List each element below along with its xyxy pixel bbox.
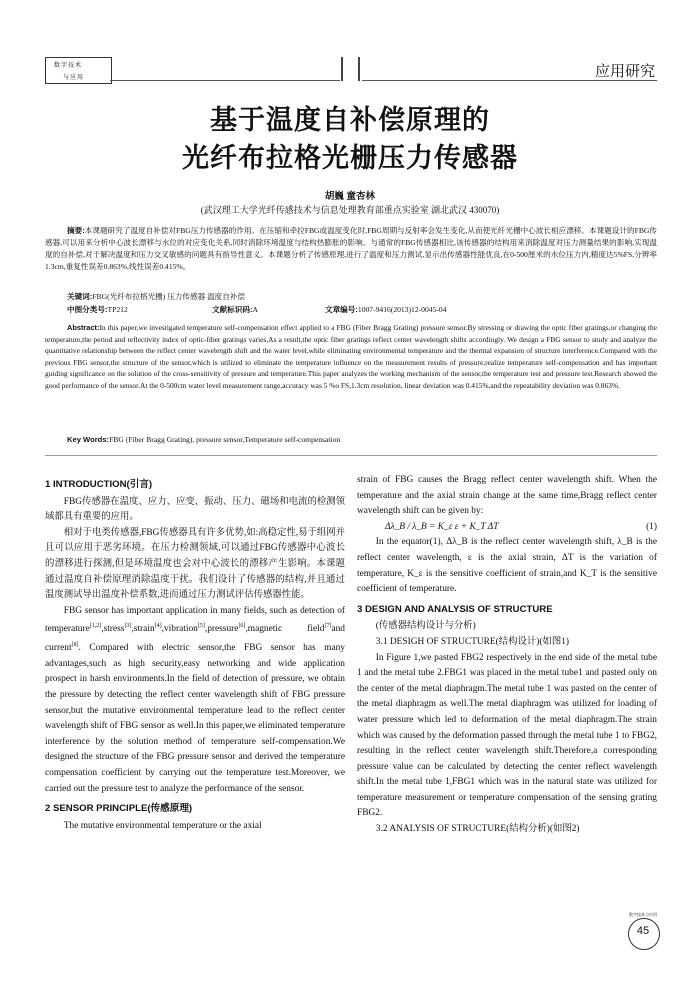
heading-design-cn: (传感器结构设计与分析) bbox=[375, 621, 476, 632]
section-tag: 应用研究 bbox=[594, 63, 655, 80]
doc-value: A bbox=[252, 305, 258, 314]
intro-text-d: ,vibration bbox=[161, 624, 198, 635]
intro-text-a: FBG sensor has important application in many fields, such as detection of temperature bbox=[45, 605, 345, 635]
equation-number: (1) bbox=[646, 521, 657, 532]
header-rule-left bbox=[110, 80, 340, 81]
affiliation: (武汉理工大学光纤传感技术与信息处理教育部重点实验室 湖北武汉 430070) bbox=[200, 205, 500, 215]
intro-cn-p1: FBG传感器在温度、应力、应变、振动、压力、磁场和电流的检测领域都具有重要的应用。 bbox=[45, 496, 345, 523]
heading-introduction: 1 INTRODUCTION(引言) bbox=[45, 479, 153, 490]
abstract-divider bbox=[45, 455, 657, 456]
equation-body: Δλ_B / λ_B = K_ε ε + K_T ΔT bbox=[385, 521, 499, 532]
abstract-cn bbox=[45, 225, 657, 273]
left-column bbox=[45, 473, 345, 834]
ref-7: [8] bbox=[71, 642, 79, 649]
keywords-en-text: FBG (Fiber Bragg Grating), pressure sensor,Temperature self-compensation bbox=[109, 435, 341, 444]
ref-6: [7] bbox=[324, 623, 332, 630]
badge-text: 数字技术与应用 bbox=[629, 912, 657, 917]
subheading-analysis: 3.2 ANALYSIS OF STRUCTURE(结构分析)(如图2) bbox=[375, 824, 580, 835]
intro-text-e: ,pressure bbox=[204, 624, 239, 635]
clc-value: TP212 bbox=[107, 305, 128, 314]
ref-5: [6] bbox=[238, 623, 246, 630]
ref-4: [5] bbox=[197, 623, 205, 630]
title-line1: 基于温度自补偿原理的 bbox=[210, 105, 490, 135]
abstract-en bbox=[45, 322, 657, 392]
principle-p1: The mutative environmental temperature or the axial bbox=[63, 820, 262, 831]
abstract-en-text: In this paper,we investigated temperature self-compensation effect applied to a FBG (Fiber Bragg Grating) pressure sensor.By stressing or drawing the optic fiber gratings,or changing the temperature,the period and reflectivity index of optic-fiber gratings varies,As a result,the optic fiber gratings reflect center wavelength shifts accordingly. We design a FBG sensor to study and analyze the quantitative relationship between the reflect center wavelength shift and the water level,while eliminating environmental temperature and the thermal expansion of structure interference.Compared with the previous FBG sensor,the structure of the sensor,which is utilized to eliminate the temperature influence on the measurement results of pressure,realize temperature self-compensation and has important guiding significance on the solution of the cross-sensitivity of pressure and temperature.This paper analyzes the working mechanism of the sensor,the temperature test and pressure test.Research showed the good performance of the sensor.At the 0-500cm water level measurement range,accuracy was 5 %o FS,1.3cm resolution, linear deviation was 0.415%,and the repeatability deviation was 0.863%. bbox=[45, 323, 657, 390]
authors: 胡巍 童杏林 bbox=[324, 191, 376, 202]
right-column bbox=[357, 473, 657, 838]
abstract-cn-label: 摘要: bbox=[67, 226, 85, 235]
meta-clc bbox=[67, 304, 128, 315]
design-p1: In Figure 1,we pasted FBG2 respectively in the end side of the metal tube 1 and the metal tube 2.FBG1 was placed in the metal tube1 and pasted only on the center of the metal diaphragm.The metal tube 1 was pasted on the center of the metal diaphragm as well.The metal diaphragm was utilized for loading of water pressure which led to deformation of the metal diaphragm.The strain which was caused by the deformation passed through the metal tube 1 to FBG2, resulting in the reflect center wavelength shift.Therefore,a corresponding pressure value can be calculated by detecting the center reflect wavelength shift.In the metal tube 1,FBG1 which was in the natural state was utilized for temperature measurement or temperature compensation of the sensing grating FBG2. bbox=[357, 652, 657, 819]
article-label: 文章编号: bbox=[325, 305, 358, 314]
intro-text-b: ,stress bbox=[101, 624, 125, 635]
meta-doc bbox=[212, 304, 258, 315]
keywords-cn bbox=[67, 291, 647, 303]
subheading-design: 3.1 DESIGH OF STRUCTURE(结构设计)(如图1) bbox=[375, 636, 570, 647]
page-number: 45 bbox=[636, 925, 650, 937]
heading-principle: 2 SENSOR PRINCIPLE(传感原理) bbox=[45, 803, 193, 815]
keywords-cn-label: 关键词: bbox=[67, 292, 93, 301]
article-value: 1007-9416(2013)12-0045-04 bbox=[357, 305, 447, 314]
logo-line2: 与应用 bbox=[63, 75, 85, 81]
abstract-en-label: Abstract: bbox=[67, 323, 100, 332]
meta-article bbox=[325, 304, 447, 315]
ref-1: [1,2] bbox=[89, 623, 102, 630]
intro-en-p3 bbox=[45, 604, 345, 797]
keywords-cn-text: FBG(光纤布拉格光栅) 压力传感器 温度自补偿 bbox=[92, 292, 246, 301]
ref-2: [3] bbox=[124, 623, 132, 630]
intro-text-c: ,strain bbox=[131, 624, 155, 635]
equation-1 bbox=[357, 520, 657, 536]
heading-design: 3 DESIGN AND ANALYSIS OF STRUCTURE bbox=[357, 603, 553, 615]
intro-text-f: ,magnetic field bbox=[245, 624, 325, 635]
principle-p2: strain of FBG causes the Bragg reflect center wavelength shift. When the temperature and the axial strain change at the same time,Bragg reflect center wavelength shift can be given by: bbox=[357, 475, 657, 517]
keywords-en-label: Key Words: bbox=[67, 435, 110, 444]
intro-cn-p2: 相对于电类传感器,FBG传感器具有许多优势,如:高稳定性,易于组网并且可以应用于恶劣环境。在压力检测领域,可以通过FBG传感器中心波长的漂移进行探测,但是环境温度也会对中心波长的漂移产生影响。本课题通过温度自补偿原理消除温度干扰。我们设计了传感器的结构,并且通过温度测试导出温度补偿系数,进而通过压力测试评估传感器性能。 bbox=[45, 527, 345, 601]
abstract-cn-text: 本课题研究了温度自补偿对FBG压力传感器的作用。在压缩和牵拉FBG或温度变化时,FBG周期与反射率会发生变化,从而使光纤光栅中心波长相应漂移。本课题设计的FBG传感器,可以用来分析中心波长漂移与水位的对应变化关系,同时消除环境温度与结构热膨胀的影响。与通常的FBG传感器相比,该传感器的结构用来消除温度对压力测量结果的影响,实现温度的自补偿,对于解决温度和压力交叉敏感的问题具有指导性意义。本课题分析了传感原理,进行了温度和压力测试,显示出传感器性能优良,在0-500厘米的水位压力内,精度达5%FS,分辨率1.3cm,重复性误差0.863%,线性误差0.415%。 bbox=[45, 226, 657, 271]
header-bar-1 bbox=[341, 57, 343, 81]
ref-3: [4] bbox=[154, 623, 162, 630]
logo-line1: 数字技术 bbox=[54, 63, 83, 69]
clc-label: 中图分类号: bbox=[67, 305, 108, 314]
principle-p3: In the equator(1), Δλ_B is the reflect center wavelength shift, λ_B is the reflect center wavelength, ε is the axial strain, ΔT is the variation of temperature, K_ε is the sensitive coefficient of strain,and K_T is the sensitive coefficient of temperature. bbox=[357, 537, 657, 595]
intro-text-g: and current bbox=[45, 624, 345, 654]
intro-text-h: . Compared with electric sensor,the FBG sensor has many advantages,such as high security,easy networking and wide application prospect in harsh environments.In the field of detection of pressure, we obtain the pressure by detecting the reflect center wavelength shift of FBG pressure sensor,but the mutative environmental temperature lead to the reflect center wavelength shift of FBG sensor as well.In this paper,we eliminated temperature interference by the solution method of temperature self-compensation.We designed the structure of the FBG pressure sensor and derived the temperature compensation coefficient by carrying out the temperature test.Moreover, we carried out the pressure test to analyze the performance of the sensor. bbox=[45, 643, 345, 794]
header-bar-2 bbox=[358, 57, 360, 81]
keywords-en bbox=[67, 434, 647, 446]
title-line2: 光纤布拉格光栅压力传感器 bbox=[182, 143, 518, 173]
doc-label: 文献标识码: bbox=[212, 305, 253, 314]
